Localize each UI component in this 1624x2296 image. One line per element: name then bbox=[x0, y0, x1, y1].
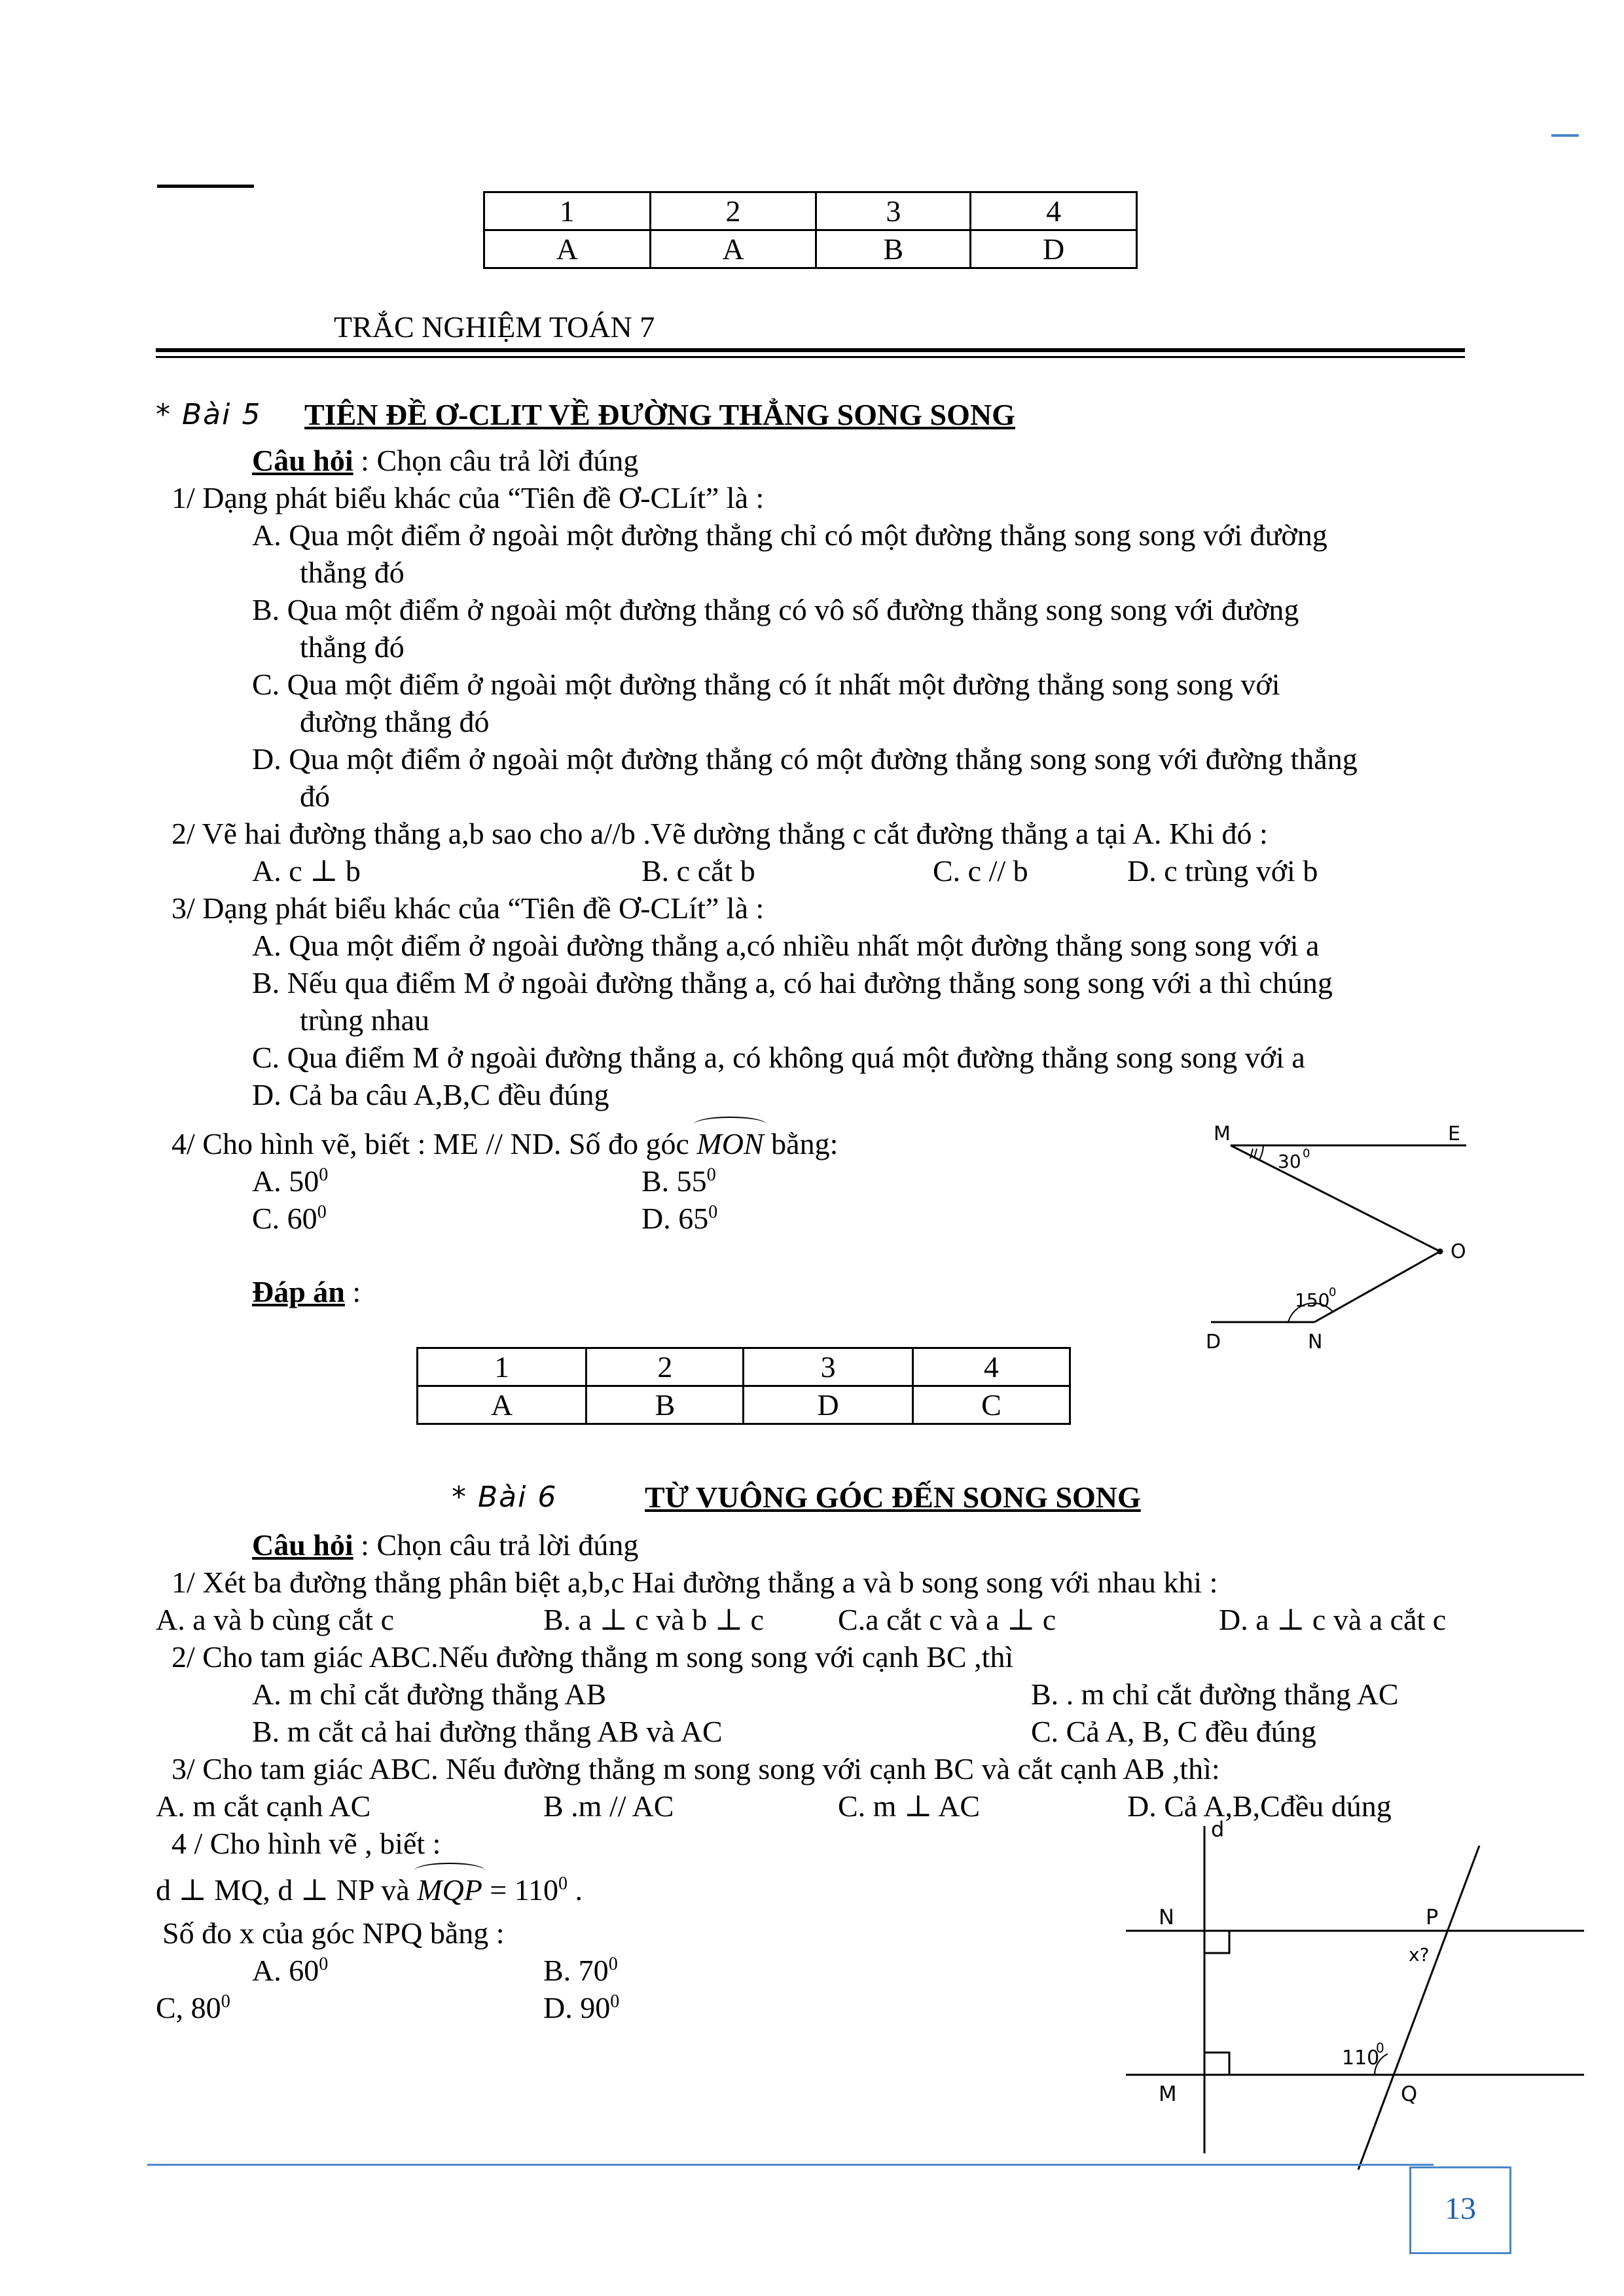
bai5-q1-option-d-cont: đó bbox=[300, 780, 330, 813]
angle-arc-30 bbox=[1259, 1145, 1263, 1160]
table-cell: 2 bbox=[586, 1348, 744, 1386]
bai6-q3-option-a: A. m cắt cạnh AC bbox=[156, 1789, 371, 1823]
cau-hoi-label: Câu hỏi bbox=[252, 444, 353, 477]
bai5-q2-option-d: D. c trùng với b bbox=[1127, 854, 1318, 888]
table-cell: 4 bbox=[971, 192, 1137, 230]
table-cell: A bbox=[484, 230, 651, 268]
bai5-answer-table bbox=[416, 1347, 1071, 1425]
bai6-q3-option-d: D. Cả A,B,Cđều dúng bbox=[1127, 1789, 1392, 1823]
line-mo bbox=[1231, 1145, 1440, 1251]
bai6-q2-option-c: B. m cắt cả hai đường thẳng AB và AC bbox=[252, 1715, 723, 1748]
bai5-q4-option-b: B. $55^0$ bbox=[641, 1164, 716, 1198]
bai6-q1-stem: 1/ Xét ba đường thẳng phân biệt a,b,c Hai đường thẳng a và b song song với nhau khi : bbox=[171, 1566, 1218, 1599]
table-cell: 1 bbox=[418, 1348, 586, 1386]
table-row bbox=[484, 230, 1137, 268]
table-row bbox=[484, 192, 1137, 230]
bai5-q2-option-b: B. c cắt b bbox=[641, 854, 755, 888]
q4-stem-post: bằng: bbox=[763, 1127, 839, 1160]
figure-perpendicular bbox=[1113, 1813, 1597, 2179]
page-number: 13 bbox=[1445, 2191, 1476, 2226]
table-cell: A bbox=[650, 230, 816, 268]
bai6-q3-option-b: B .m // AC bbox=[543, 1789, 674, 1823]
bai6-title: TỪ VUÔNG GÓC ĐẾN SONG SONG bbox=[645, 1480, 1141, 1514]
label-angle-110-deg: 0 bbox=[1376, 2040, 1384, 2056]
point-o bbox=[1438, 1249, 1442, 1253]
label-p: P bbox=[1426, 1905, 1439, 1929]
bai5-q4-option-d: D. $65^0$ bbox=[641, 1202, 718, 1235]
bai5-q1-option-c: C. Qua một điểm ở ngoài một đường thẳng có ít nhất một đường thẳng song song với bbox=[252, 668, 1280, 701]
label-angle-30-deg: 0 bbox=[1303, 1147, 1310, 1160]
label-d: D bbox=[1206, 1331, 1221, 1354]
bai5-q4-option-a: A. $50^0$ bbox=[252, 1164, 329, 1198]
bai6-q4-option-d: D. $90^0$ bbox=[543, 1991, 620, 2024]
label-n: N bbox=[1159, 1905, 1174, 1929]
bai6-label: * Bài 6 bbox=[452, 1480, 558, 1514]
bai5-q2-stem: 2/ Vẽ hai đường thẳng a,b sao cho a//b .Vẽ dường thẳng c cắt đường thẳng a tại A. Khi đó : bbox=[171, 817, 1268, 850]
bai5-instruction bbox=[252, 442, 638, 478]
bai5-q1-option-b: B. Qua một điểm ở ngoài một đường thẳng có vô số đường thẳng song song với đường bbox=[252, 593, 1299, 626]
bai5-q3-option-c: C. Qua điểm M ở ngoài đường thẳng a, có không quá một đường thẳng song song với a bbox=[252, 1041, 1305, 1074]
bai5-label: * Bài 5 bbox=[156, 398, 262, 431]
table-cell: D bbox=[971, 230, 1137, 268]
bai6-q2-option-d: C. Cả A, B, C đều đúng bbox=[1031, 1715, 1316, 1748]
table-cell: 2 bbox=[650, 192, 816, 230]
bai5-title: TIÊN ĐỀ Ơ-CLIT VỀ ĐƯỜNG THẲNG SONG SONG bbox=[304, 398, 1015, 431]
title-double-rule-thin bbox=[156, 356, 1465, 358]
bai5-q2-option-c: C. c // b bbox=[933, 854, 1028, 888]
bai6-q3-option-c: C. m ⊥ AC bbox=[838, 1789, 981, 1823]
bai5-q4-stem bbox=[171, 1126, 838, 1162]
label-angle-30: 30 bbox=[1278, 1151, 1301, 1172]
label-m: M bbox=[1159, 2081, 1177, 2106]
cau-hoi-label: Câu hỏi bbox=[252, 1528, 353, 1562]
bai6-q4-stem: 4 / Cho hình vẽ , biết : bbox=[171, 1827, 441, 1860]
right-angle-m bbox=[1204, 2053, 1229, 2075]
bai5-q3-stem: 3/ Dạng phát biểu khác của “Tiên đề Ơ-CLít” là : bbox=[171, 891, 765, 925]
table-cell: B bbox=[816, 230, 971, 268]
bai6-q2-option-b: B. . m chỉ cắt đường thẳng AC bbox=[1031, 1677, 1399, 1711]
table-cell: A bbox=[418, 1386, 586, 1424]
header-left-rule bbox=[157, 185, 254, 188]
label-q: Q bbox=[1401, 2081, 1418, 2106]
bai6-q4-ask: Số đo x của góc NPQ bằng : bbox=[162, 1916, 505, 1950]
angle-mon: MON bbox=[696, 1126, 763, 1162]
cau-hoi-text: : Chọn câu trả lời đúng bbox=[353, 1528, 639, 1562]
bai5-q1-option-c-cont: đường thẳng đó bbox=[300, 705, 490, 738]
table-cell: B bbox=[586, 1386, 744, 1424]
table-cell: 3 bbox=[744, 1348, 912, 1386]
bai5-q1-stem: 1/ Dạng phát biểu khác của “Tiên đề Ơ-CLít” là : bbox=[171, 481, 765, 514]
bai6-q1-option-c: C.a cắt c và a ⊥ c bbox=[838, 1603, 1056, 1636]
q4-stem-pre: 4/ Cho hình vẽ, biết : ME // ND. Số đo góc bbox=[171, 1127, 697, 1160]
top-answer-table bbox=[483, 191, 1138, 269]
label-e: E bbox=[1448, 1122, 1460, 1145]
bai5-q1-option-a: A. Qua một điểm ở ngoài một đường thẳng chỉ có một đường thẳng song song với đường bbox=[252, 518, 1327, 552]
bai5-q3-option-d: D. Cả ba câu A,B,C đều đúng bbox=[252, 1078, 609, 1111]
q4-cond-pre: d ⊥ MQ, d ⊥ NP và bbox=[156, 1873, 418, 1907]
label-angle-150-deg: 0 bbox=[1329, 1285, 1337, 1299]
table-cell: 1 bbox=[484, 192, 651, 230]
dap-an-colon: : bbox=[344, 1275, 361, 1308]
cau-hoi-text: : Chọn câu trả lời đúng bbox=[353, 444, 639, 477]
bai5-q1-option-d: D. Qua một điểm ở ngoài một đường thẳng có một đường thẳng song song với đường thẳng bbox=[252, 742, 1358, 776]
bai6-q1-option-b: B. a ⊥ c và b ⊥ c bbox=[543, 1603, 764, 1636]
bai6-q4-option-b: B. $70^0$ bbox=[543, 1954, 618, 1987]
table-row bbox=[418, 1386, 1070, 1424]
label-o: O bbox=[1451, 1240, 1466, 1263]
bai6-q4-condition: d ⊥ MQ, d ⊥ NP và MQP = $110^0$ . bbox=[156, 1872, 583, 1908]
bai6-instruction bbox=[252, 1527, 638, 1563]
bai5-q1-option-a-cont: thẳng đó bbox=[300, 556, 405, 589]
table-cell: 4 bbox=[912, 1348, 1070, 1386]
bai6-q1-option-d: D. a ⊥ c và a cắt c bbox=[1219, 1603, 1447, 1636]
bai6-q4-option-a: A. $60^0$ bbox=[252, 1954, 329, 1987]
bai5-q3-option-b: B. Nếu qua điểm M ở ngoài đường thẳng a, có hai đường thẳng song song với a thì chúng bbox=[252, 966, 1333, 999]
bai6-q2-stem: 2/ Cho tam giác ABC.Nếu đường thẳng m song song với cạnh BC ,thì bbox=[171, 1640, 1014, 1674]
bai6-q3-stem: 3/ Cho tam giác ABC. Nếu đường thẳng m song song với cạnh BC và cắt cạnh AB ,thì: bbox=[171, 1752, 1220, 1785]
bai5-q1-option-b-cont: thẳng đó bbox=[300, 630, 405, 664]
bai5-q3-option-a: A. Qua một điểm ở ngoài đường thẳng a,có nhiều nhất một đường thẳng song song với a bbox=[252, 929, 1320, 962]
page-title: TRẮC NGHIỆM TOÁN 7 bbox=[334, 310, 655, 344]
right-angle-n bbox=[1204, 1931, 1229, 1953]
bai5-q2-option-a: A. c ⊥ b bbox=[252, 854, 361, 888]
bai5-q3-option-b-cont: trùng nhau bbox=[300, 1003, 430, 1037]
label-m: M bbox=[1214, 1122, 1231, 1145]
table-cell: D bbox=[744, 1386, 912, 1424]
bai5-dap-an bbox=[252, 1274, 361, 1310]
label-angle-110: 110 bbox=[1342, 2047, 1380, 2070]
bai6-q2-option-a: A. m chỉ cắt đường thẳng AB bbox=[252, 1677, 607, 1711]
q4-cond-post: = 110 bbox=[482, 1873, 559, 1907]
label-angle-150: 150 bbox=[1295, 1289, 1330, 1311]
table-row bbox=[418, 1348, 1070, 1386]
label-d: d bbox=[1211, 1817, 1225, 1842]
bai6-q4-option-c: C, $80^0$ bbox=[156, 1991, 230, 2024]
table-cell: C bbox=[912, 1386, 1070, 1424]
label-n: N bbox=[1308, 1331, 1323, 1354]
angle-mqp: MQP bbox=[417, 1872, 482, 1908]
line-pq bbox=[1358, 1846, 1479, 2170]
dap-an-label: Đáp án bbox=[252, 1275, 345, 1308]
bai6-q1-option-a: A. a và b cùng cắt c bbox=[156, 1603, 395, 1636]
figure-me-nd bbox=[1204, 1113, 1479, 1374]
table-cell: 3 bbox=[816, 192, 971, 230]
bai5-q4-option-c: C. $60^0$ bbox=[252, 1202, 327, 1235]
title-double-rule bbox=[156, 348, 1465, 352]
header-accent-dash bbox=[1551, 134, 1579, 137]
footer-rule bbox=[147, 2164, 1434, 2166]
label-x: x? bbox=[1409, 1944, 1430, 1965]
